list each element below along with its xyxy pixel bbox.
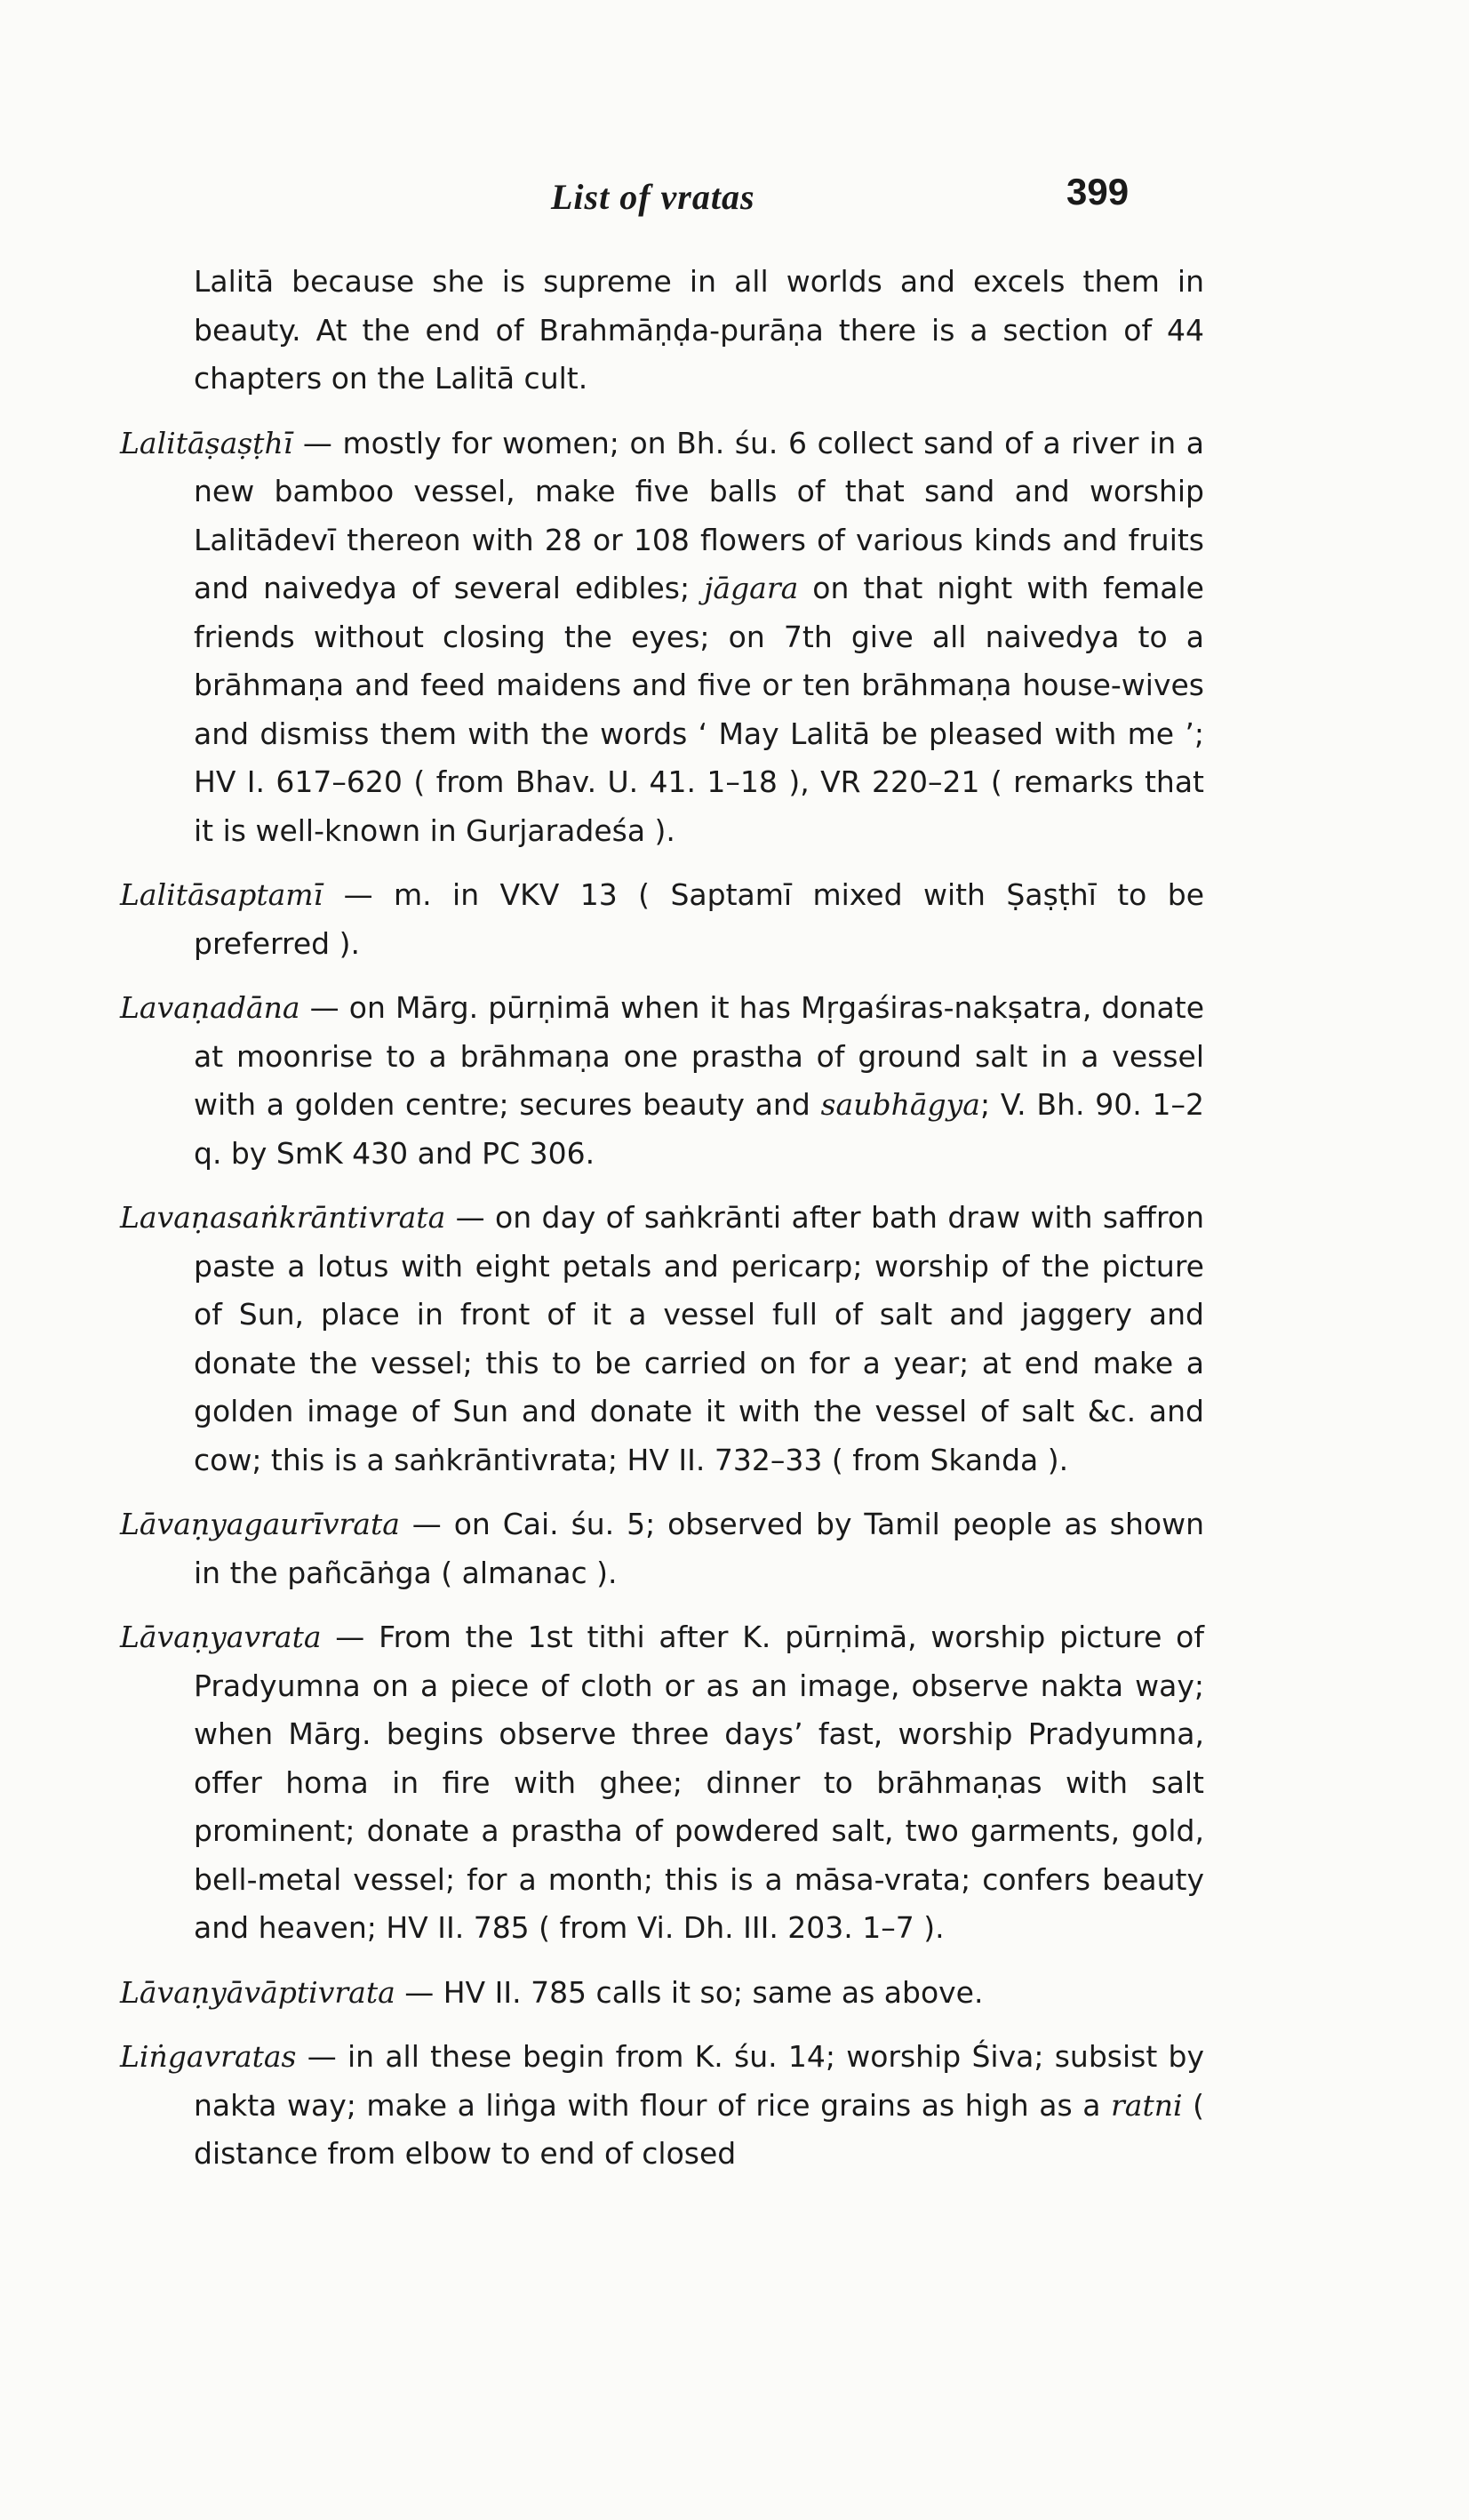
running-title: List of vratas xyxy=(551,177,755,217)
page-header xyxy=(0,171,1469,224)
page-number: 399 xyxy=(1066,171,1130,212)
entry-text: — on Mārg. pūrṇimā when it has Mṛgaśiras-nakṣatra, donate at moonrise to a brāhmaṇa one prastha of ground salt in a vessel with a golden centre; secures beauty and xyxy=(194,990,1204,1122)
entry-text: — From the 1st tithi after K. pūrṇimā, worship picture of Pradyumna on a piece of cloth or as an image, observe nakta way; when Mārg. begins observe three days’ fast, worship Pradyumna, offer homa in fire with ghee; dinner to brāhmaṇas with salt prominent; donate a prastha of powdered salt, two garments, gold, bell-metal vessel; for a month; this is a māsa-vrata; confers beauty and heaven; HV II. 785 ( from Vi. Dh. III. 203. 1–7 ). xyxy=(194,1620,1204,1945)
continuation-paragraph: Lalitā because she is supreme in all worlds and excels them in beauty. At the end of Brahmāṇḍa-purāṇa there is a section of 44 chapters on the Lalitā cult. xyxy=(194,264,1204,396)
vrata-entry xyxy=(120,1500,1204,1597)
entry-headword: Lalitāsaptamī xyxy=(120,877,323,912)
body-text xyxy=(120,258,1204,2195)
entry-text: — on Cai. śu. 5; observed by Tamil people as shown in the pañcāṅga ( almanac ). xyxy=(194,1507,1204,1590)
vrata-entry xyxy=(120,1969,1204,2018)
entry-text: — on day of saṅkrānti after bath draw with saffron paste a lotus with eight petals and pericarp; worship of the picture of Sun, place in front of it a vessel full of salt and jaggery and donate the vessel; this to be carried on for a year; at end make a golden image of Sun and donate it with the vessel of salt &c. and cow; this is a saṅkrāntivrata; HV II. 732–33 ( from Skanda ). xyxy=(194,1200,1204,1477)
vrata-entry xyxy=(120,984,1204,1178)
entry-list xyxy=(120,420,1204,2179)
entry-text: on that night with female friends without closing the eyes; on 7th give all naivedya to a brāhmaṇa and feed maidens and five or ten brāhmaṇa house-wives and dismiss them with the words ‘ May Lalitā be pleased with me ’; HV I. 617–620 ( from Bhav. U. 41. 1–18 ), VR 220–21 ( remarks that it is well-known in Gurjaradeśa ). xyxy=(194,571,1204,848)
italic-term: ratni xyxy=(1111,2087,1183,2123)
italic-term: jāgara xyxy=(704,571,799,605)
entry-headword: Lavaṇadāna xyxy=(120,990,300,1025)
entry-text: — m. in VKV 13 ( Saptamī mixed with Ṣaṣṭhī to be preferred ). xyxy=(194,877,1204,961)
vrata-entry xyxy=(120,420,1204,856)
entry-text: — HV II. 785 calls it so; same as above. xyxy=(395,1974,984,2010)
vrata-entry xyxy=(120,2033,1204,2179)
entry-headword: Lavaṇasaṅkrāntivrata xyxy=(120,1200,446,1235)
vrata-entry xyxy=(120,871,1204,968)
italic-term: saubhāgya xyxy=(820,1087,980,1122)
entry-headword: Lāvaṇyagaurīvrata xyxy=(120,1507,400,1541)
entry-headword: Liṅgavratas xyxy=(120,2039,297,2074)
entry-text: — in all these begin from K. śu. 14; worship Śiva; subsist by nakta way; make a liṅga with flour of rice grains as high as a xyxy=(194,2039,1204,2123)
entry-text: — mostly for women; on Bh. śu. 6 collect sand of a river in a new bamboo vessel, make five balls of that sand and worship Lalitādevī thereon with 28 or 108 flowers of various kinds and fruits and naivedya of several edibles; xyxy=(194,425,1204,605)
entry-headword: Lāvaṇyavrata xyxy=(120,1620,322,1654)
entry-text: ; V. Bh. 90. 1–2 q. by SmK 430 and PC 306. xyxy=(194,1087,1205,1171)
entry-headword: Lalitāṣaṣṭhī xyxy=(120,425,293,460)
entry-headword: Lāvaṇyāvāptivrata xyxy=(120,1974,395,2010)
vrata-entry xyxy=(120,1194,1204,1484)
entry-text: ( distance from elbow to end of closed xyxy=(194,2087,1204,2171)
vrata-entry xyxy=(120,1613,1204,1953)
